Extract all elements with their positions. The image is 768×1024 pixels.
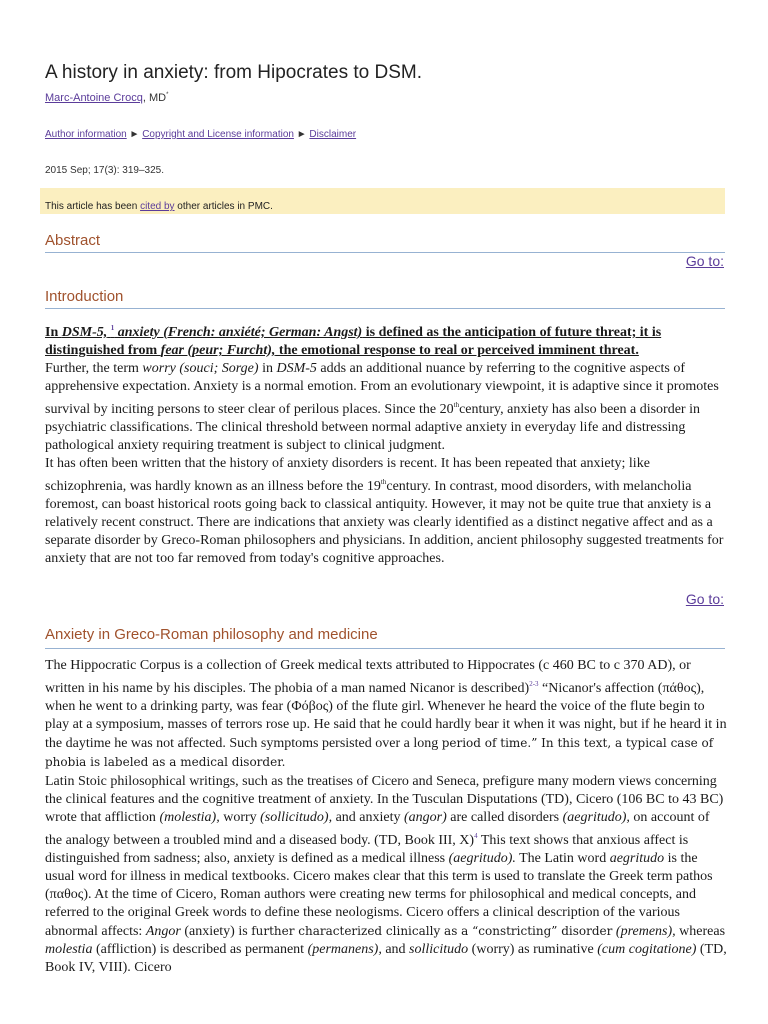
cited-by-link[interactable]: cited by xyxy=(140,201,175,212)
section-rule xyxy=(45,648,725,649)
disclaimer-link[interactable]: Disclaimer xyxy=(309,129,357,140)
greco-paragraph-1: The Hippocratic Corpus is a collection of Greek medical texts attributed to Hippocrates (c 460 BC to c 370 AD), or written in his name by his disciples. The phobia of a man named Nicanor is described)$^{2-3}$ “Nicanor's affection (πάθος), when he went to a drinking party, was fear (Φόβος) of the flute girl. Whenever he heard the voice of the flute begin to play at a symposium, masses of terrors rose up. He said that he could hardly bear it when it was night, but if he heard it in the daytime he was not affected. Such symptoms persisted over a long period of time.” In this text, a typical case of phobia is labeled as a medical disorder. xyxy=(45,658,727,769)
section-rule xyxy=(45,252,725,253)
section-title-introduction: Introduction xyxy=(45,288,124,305)
author-link[interactable]: Marc-Antoine Crocq xyxy=(45,92,143,104)
publication-date: 2015 Sep; 17(3): 319–325. xyxy=(45,165,164,176)
author-suffix: , MD xyxy=(142,92,167,104)
author-sup: * xyxy=(166,92,169,98)
ref-link[interactable]: 1 xyxy=(110,324,115,332)
ref-link[interactable]: 4 xyxy=(474,832,478,840)
author-information-link[interactable]: Author information xyxy=(45,129,127,140)
cited-by-text: This article has been cited by other articles in PMC. xyxy=(45,201,273,212)
link-separator: ► xyxy=(126,129,143,140)
cited-by-notice xyxy=(40,188,725,214)
intro-lead-sentence: In DSM-5, $^1$ anxiety (French: anxiété; German: Angst) is defined as the anticipation of future threat; it is distinguished from fear (peur; Furcht), the emotional response to real or perceived imminent threat. xyxy=(45,324,662,358)
section-title-greco-roman: Anxiety in Greco-Roman philosophy and medicine xyxy=(45,626,378,643)
section-rule xyxy=(45,308,725,309)
intro-paragraph-2: It has often been written that the history of anxiety disorders is recent. It has been repeated that anxiety; like schizophrenia, was hardly known as an illness before the 19thcentury. In contrast, mood disorders, with melancholia foremost, can boast historical roots going back to classical antiquity. However, it may not be quite true that anxiety is a relatively recent construct. There are indications that anxiety was clearly identified as a distinct negative affect and as a separate disorder by Greco-Roman philosophers and physicians. In addition, ancient philosophy suggested treatments for anxiety that are not too far removed from today's cognitive approaches. xyxy=(45,456,724,566)
author-line xyxy=(45,92,168,104)
copyright-license-link[interactable]: Copyright and License information xyxy=(142,129,294,140)
greco-paragraph-2: Latin Stoic philosophical writings, such as the treatises of Cicero and Seneca, prefigure many modern views concerning the clinical features and the cognitive treatment of anxiety. In the Tusculan Disputations (TD), Cicero (106 BC to 43 BC) wrote that affliction (molestia), worry (sollicitudo), and anxiety (angor) are called disorders (aegritudo), on account of the analogy between a troubled mind and a diseased body. (TD, Book III, X)$^4$ This text shows that anxious affect is distinguished from sadness; also, anxiety is defined as a medical illness (aegritudo). The Latin word aegritudo is the usual word for illness in medical textbooks. Cicero makes clear that this term is used to translate the Greek term pathos (παθος). At the time of Cicero, Roman authors were creating new terms for philosophical and medical concepts, and referred to the original Greek words to define these neologisms. Cicero offers a clinical description of the various abnormal affects: Angor (anxiety) is further characterized clinically as a “constricting” disorder (premens), whereas molestia (affliction) is described as permanent (permanens), and sollicitudo (worry) as ruminative (cum cogitatione) (TD, Book IV, VIII). Cicero xyxy=(45,774,727,975)
article-title: A history in anxiety: from Hipocrates to DSM. xyxy=(45,62,422,83)
goto-link[interactable]: Go to: xyxy=(685,253,724,269)
goto-link[interactable]: Go to: xyxy=(685,591,724,607)
link-separator: ► xyxy=(293,129,310,140)
info-links xyxy=(45,129,356,140)
section-title-abstract: Abstract xyxy=(45,232,101,249)
intro-paragraph-1: In DSM-5, $^1$ anxiety (French: anxiété; German: Angst) is defined as the anticipation of future threat; it is distinguished from fear (peur; Furcht), the emotional response to real or perceived imminent threat. Further, the term worry (souci; Sorge) in DSM-5 adds an additional nuance by referring to the cognitive aspects of apprehensive expectation. Anxiety is a normal emotion. From an evolutionary viewpoint, it is adaptive since it promotes survival by inciting persons to steer clear of perilous places. Since the 20thcentury, anxiety has also been a disorder in psychiatric classifications. The clinical threshold between normal adaptive anxiety in everyday life and distressing pathological anxiety requiring treatment is subject to clinical judgment. xyxy=(45,324,719,453)
ref-link[interactable]: 2-3 xyxy=(529,680,539,688)
